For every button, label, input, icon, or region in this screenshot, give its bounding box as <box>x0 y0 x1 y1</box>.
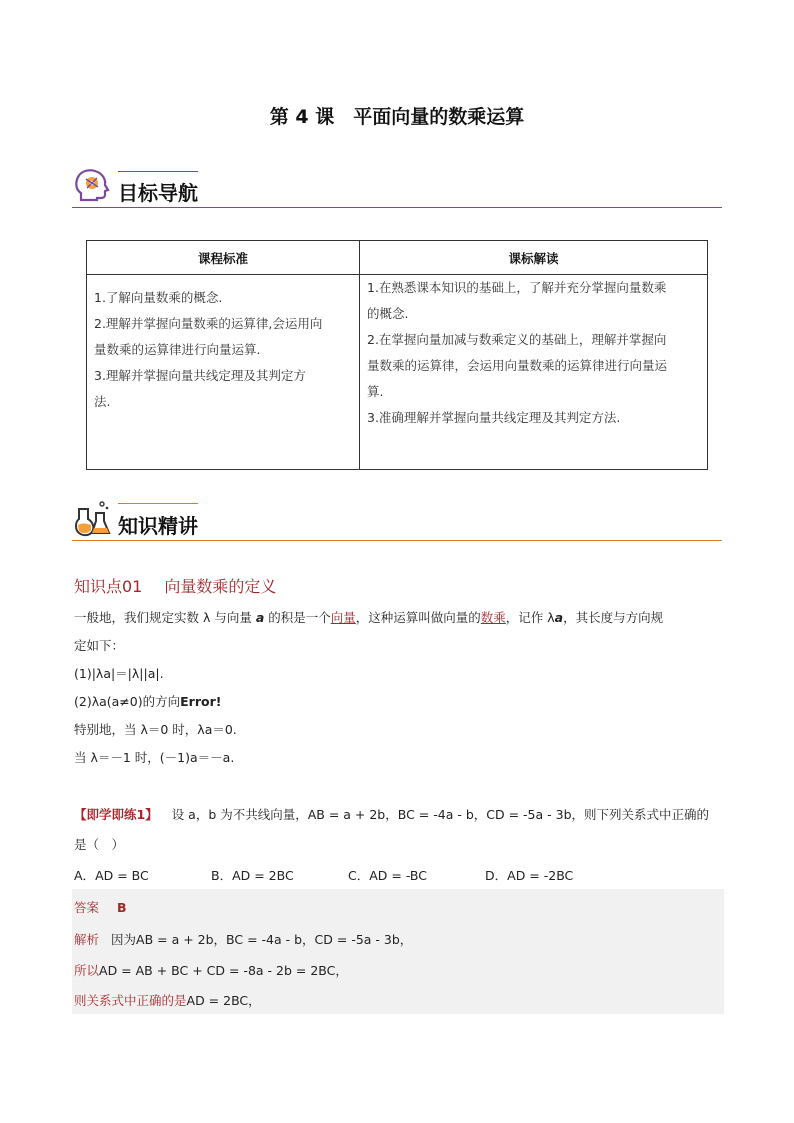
knowledge-overline <box>118 503 198 504</box>
option-b[interactable] <box>211 866 294 884</box>
answer-value: B <box>117 900 127 915</box>
def-text: ，这种运算叫做向量的 <box>355 610 481 625</box>
right-line: 1.在熟悉课本知识的基础上，了解并充分掌握向量数乘 <box>367 280 667 295</box>
option-d[interactable] <box>485 866 573 884</box>
option-a[interactable] <box>74 866 149 884</box>
right-line: 量数乘的运算律，会运用向量数乘的运算律进行向量运 <box>367 358 668 373</box>
left-line: 3.理解并掌握向量共线定理及其判定方 <box>94 368 306 383</box>
goal-section-icon <box>72 166 112 206</box>
def-text: ，记作 λ <box>505 610 555 625</box>
brain-gear-icon <box>72 166 112 206</box>
knowledge-point-heading <box>74 574 276 597</box>
conclusion-label: 则关系式中正确的是 <box>74 993 187 1008</box>
goal-underline <box>72 207 722 208</box>
derivation-line <box>74 961 348 979</box>
term-vector: 向量 <box>330 610 356 625</box>
definition-paragraph <box>74 604 724 772</box>
lab-flask-icon <box>72 497 112 539</box>
def-text: 的积是一个 <box>264 610 331 625</box>
right-line: 的概念. <box>367 306 409 321</box>
knowledge-point-name: 向量数乘的定义 <box>164 577 277 596</box>
rule-direction: (2)λa(a≠0)的方向 <box>74 694 181 709</box>
analysis-text: 因为AB = a + 2b，BC = -4a - b，CD = -5a - 3b， <box>111 932 413 947</box>
exercise-stem-cont: 是（ ） <box>74 837 125 852</box>
conclusion-math: AD = 2BC， <box>186 993 261 1008</box>
def-text: ，其长度与方向规 <box>563 610 664 625</box>
right-line: 3.准确理解并掌握向量共线定理及其判定方法. <box>367 410 621 425</box>
exercise-tag: 【即学即练1】 <box>74 807 158 822</box>
standards-left-cell <box>87 275 360 470</box>
option-text: AD = 2BC <box>232 868 294 883</box>
analysis-line <box>74 930 412 948</box>
right-line: 2.在掌握向量加减与数乘定义的基础上，理解并掌握向 <box>367 332 667 347</box>
knowledge-section-label: 知识精讲 <box>118 514 198 538</box>
goal-section-label: 目标导航 <box>118 181 198 205</box>
knowledge-section-icon <box>72 497 112 539</box>
term-scalar-multiplication: 数乘 <box>480 610 506 625</box>
table-header-right: 课标解读 <box>360 241 708 275</box>
derivation-math: AD = AB + BC + CD = -8a - 2b = 2BC， <box>99 963 348 978</box>
right-line: 算. <box>367 384 384 399</box>
derivation-label: 所以 <box>74 963 100 978</box>
special-case-zero: 特别地，当 λ＝0 时，λa＝0. <box>74 722 237 737</box>
exercise-question <box>74 800 724 860</box>
option-label: C． <box>348 868 370 883</box>
rule-length: (1)|λa|＝|λ||a|. <box>74 666 164 681</box>
option-text: AD = BC <box>95 868 149 883</box>
option-text: AD = -BC <box>369 868 427 883</box>
option-label: D． <box>485 868 508 883</box>
table-header-left: 课程标准 <box>87 241 360 275</box>
standards-right-cell <box>360 275 708 470</box>
answer-line <box>74 898 127 916</box>
standards-table <box>86 240 708 470</box>
left-line: 2.理解并掌握向量数乘的运算律,会运用向 <box>94 316 323 331</box>
left-line: 法. <box>94 394 111 409</box>
option-text: AD = -2BC <box>507 868 574 883</box>
error-text: Error! <box>180 694 222 709</box>
knowledge-point-number: 知识点01 <box>74 577 143 596</box>
knowledge-underline <box>72 540 722 541</box>
exercise-options <box>74 866 724 886</box>
def-text: 定如下： <box>74 638 125 653</box>
vector-symbol: a <box>255 610 265 625</box>
page-title: 第 4 课 平面向量的数乘运算 <box>269 106 525 128</box>
answer-label: 答案 <box>74 900 100 915</box>
conclusion-line <box>74 991 261 1009</box>
analysis-label: 解析 <box>74 932 100 947</box>
option-label: B． <box>211 868 233 883</box>
option-c[interactable] <box>348 866 427 884</box>
vector-symbol: a <box>554 610 564 625</box>
option-label: A． <box>74 868 96 883</box>
left-line: 1.了解向量数乘的概念. <box>94 290 223 305</box>
goal-overline <box>118 171 198 172</box>
special-case-negative-one: 当 λ＝－1 时，(－1)a＝－a. <box>74 750 235 765</box>
exercise-stem: 设 a，b 为不共线向量，AB = a + 2b，BC = -4a - b，CD = -5a - 3b，则下列关系式中正确的 <box>171 807 710 822</box>
def-text: 一般地，我们规定实数 λ 与向量 <box>74 610 256 625</box>
left-line: 量数乘的运算律进行向量运算. <box>94 342 261 357</box>
